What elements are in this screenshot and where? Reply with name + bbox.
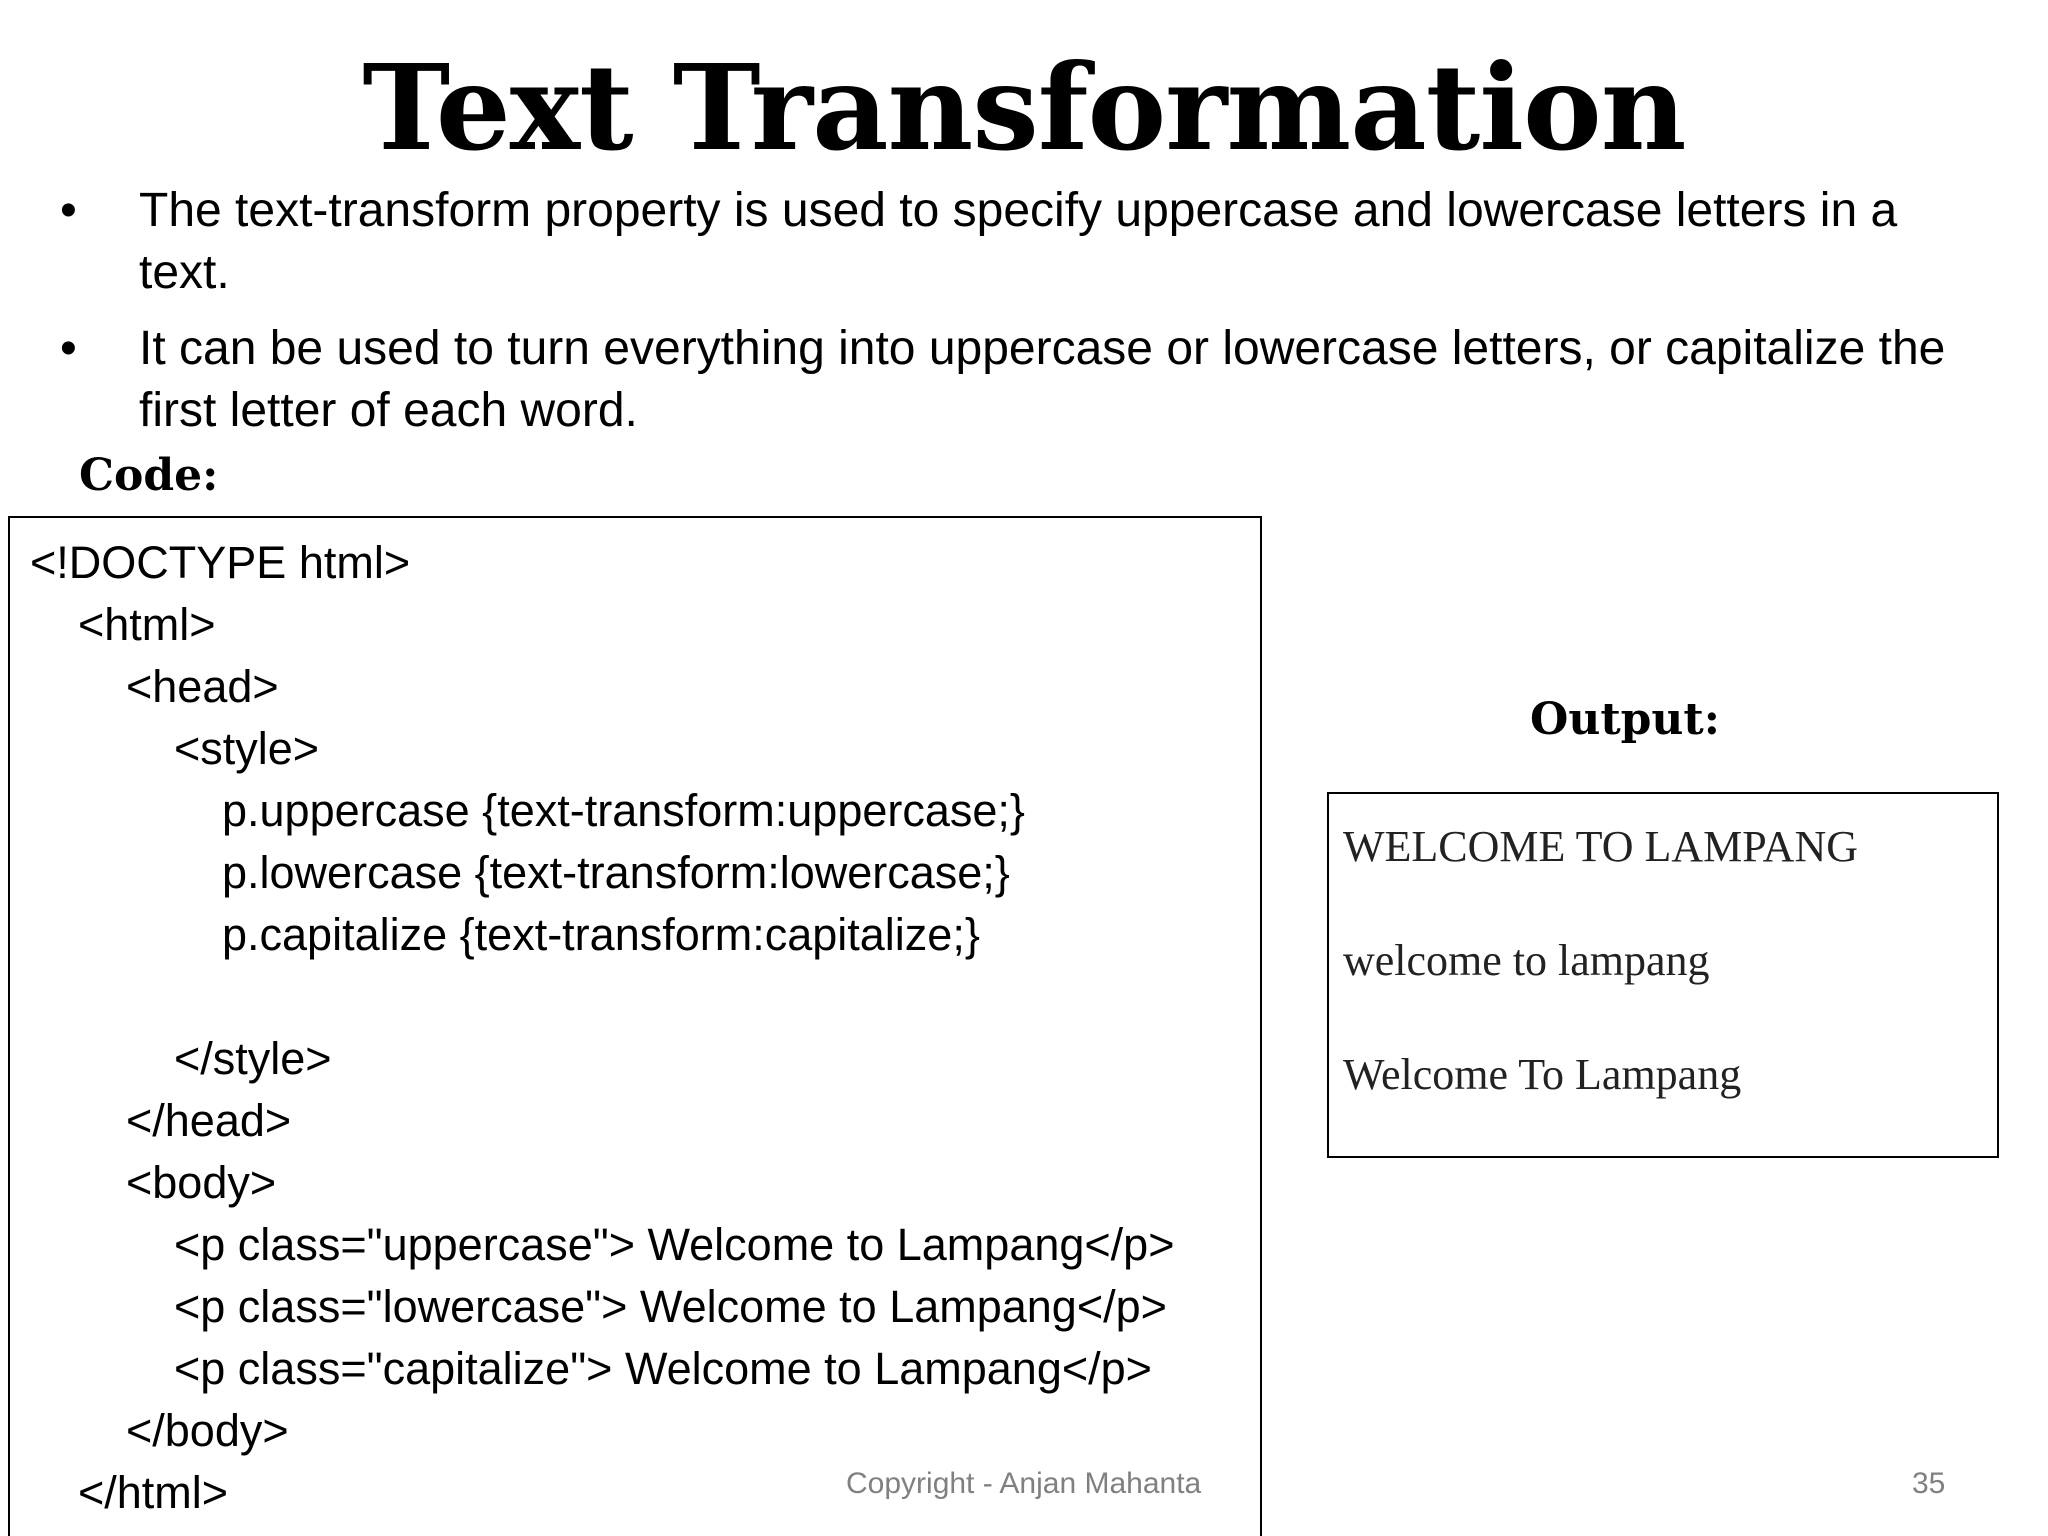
code-line: <p class="lowercase"> Welcome to Lampang</p> — [174, 1281, 1167, 1332]
bullet-dot-icon: • — [60, 184, 77, 237]
code-line: p.lowercase {text-transform:lowercase;} — [222, 847, 1010, 898]
output-label: Output: — [1530, 694, 1720, 745]
output-line-lowercase: welcome to lampang — [1343, 936, 1710, 985]
code-line: <body> — [126, 1157, 277, 1208]
bullet-dot-icon: • — [60, 322, 77, 375]
bullet-text: It can be used to turn everything into uppercase or lowercase letters, or capitalize the first letter of each word. — [139, 322, 1946, 437]
output-line-capitalize: Welcome To Lampang — [1343, 1050, 1742, 1099]
code-line: <p class="uppercase"> Welcome to Lampang</p> — [174, 1219, 1175, 1270]
code-line: p.capitalize {text-transform:capitalize;} — [222, 909, 980, 960]
code-line: <!DOCTYPE html> — [30, 537, 411, 588]
code-line: <head> — [126, 661, 279, 712]
code-box — [8, 516, 1262, 1536]
code-line — [10, 966, 1260, 1028]
code-line: <html> — [78, 599, 216, 650]
code-line: p.uppercase {text-transform:uppercase;} — [222, 785, 1025, 836]
code-line: <style> — [174, 723, 320, 774]
code-label: Code: — [79, 450, 219, 501]
footer-page-number: 35 — [1912, 1467, 1946, 1500]
code-line: </style> — [174, 1033, 332, 1084]
code-line: </html> — [78, 1467, 229, 1518]
bullet-item — [60, 180, 1980, 304]
code-line: <p class="capitalize"> Welcome to Lampang</p> — [174, 1343, 1152, 1394]
output-line-uppercase: WELCOME TO LAMPANG — [1343, 822, 1859, 871]
bullet-text: The text-transform property is used to specify uppercase and lowercase letters in a text. — [139, 184, 1898, 299]
bullet-list — [60, 180, 1980, 456]
bullet-item — [60, 318, 1980, 442]
code-line: </body> — [126, 1405, 289, 1456]
output-box — [1327, 792, 1999, 1158]
footer-copyright: Copyright - Anjan Mahanta — [846, 1467, 1202, 1500]
slide-title: Text Transformation — [362, 38, 1686, 177]
code-line: </head> — [126, 1095, 292, 1146]
